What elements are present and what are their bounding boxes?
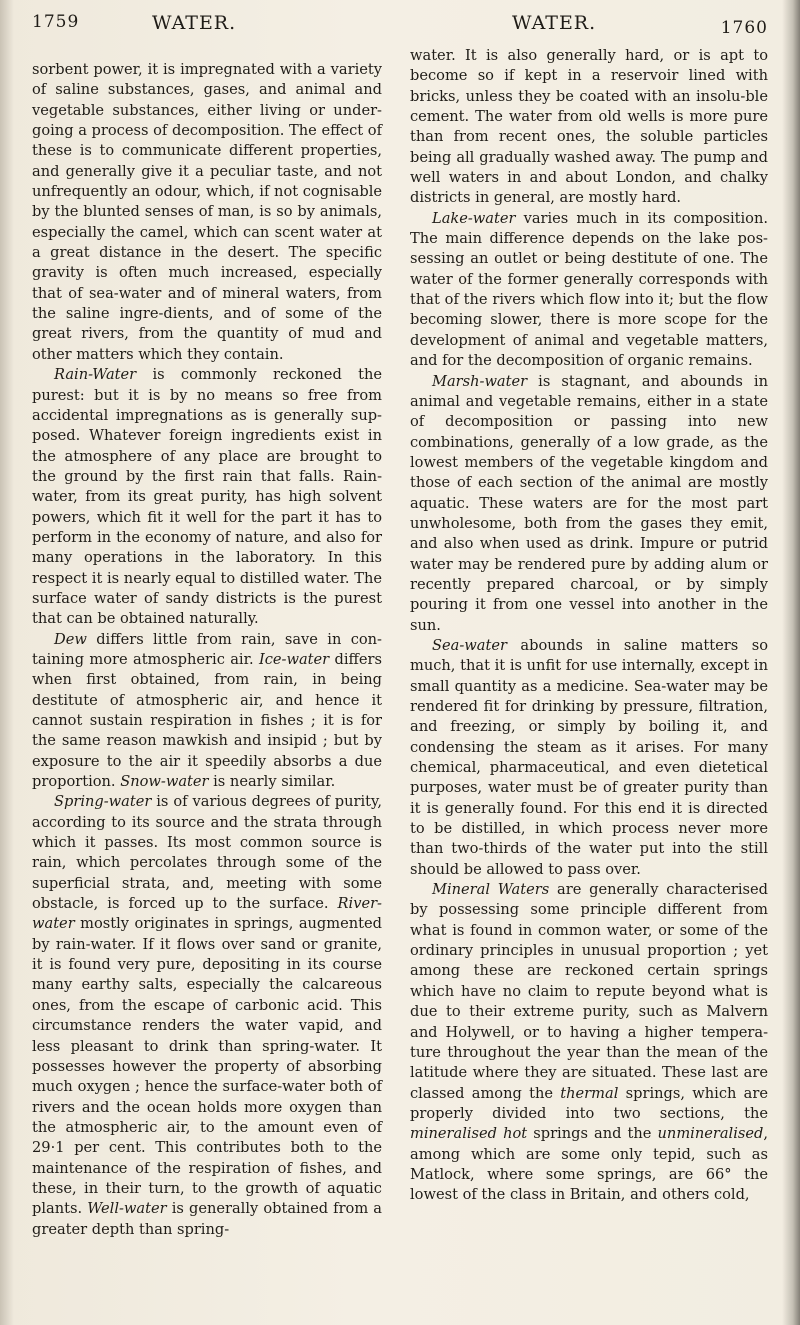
italic-term: mineralised hot	[410, 1125, 528, 1143]
italic-term: Dew	[54, 630, 87, 648]
text-run: is commonly reckoned the purest: but it is by no means so free from accidental impregnations as is generally sup-posed. Whatever foreign ingredients exist in the atmosphere of any place are brought to the ground by the first rain that falls. Rain-water, from its great purity, has high solvent powers, which fit it well for the part it has to perform in the economy of nature, and also for many operations in the laboratory. In this respect it is nearly equal to distilled water. The surface water of sandy districts is the purest that can be obtained naturally.	[32, 366, 382, 628]
text-run: sorbent power, it is impregnated with a variety of saline substances, gases, and animal and vegetable substances, either living or under-going a process of decomposition. The effect of these is to communicate different properties, and generally give it a peculiar taste, and not unfrequently an odour, which, if not cognisable by the blunted senses of man, is so by animals, especially the camel, which can scent water at a great distance in the desert. The specific gravity is often much increased, especially that of sea-water and of mineral waters, from the saline ingre-dients, and of some of the great rivers, from the quantity of mud and other matters which they contain.	[32, 61, 382, 363]
paragraph	[410, 880, 768, 1206]
italic-term: River-water	[32, 895, 382, 933]
text-run: differs when first obtained, from rain, in being destitute of atmospheric air, and hence it cannot sustain respiration in fishes ; it is for the same reason mawkish and insipid ; but by exposure to the air it speedily absorbs a due proportion.	[32, 650, 382, 791]
text-run: is stagnant, and abounds in animal and vegetable remains, either in a state of decomposition or passing into new combinations, generally of a low grade, as the lowest members of the vegetable kingdom and those of each section of the animal are mostly aquatic. These waters are for the most part unwholesome, both from the gases they emit, and also when used as drink. Impure or putrid water may be rendered pure by adding alum or recently prepared charcoal, or by simply pouring it from one vessel into another in the sun.	[410, 372, 768, 634]
right-text-column	[410, 46, 768, 1206]
italic-term: Well-water	[87, 1200, 167, 1218]
paragraph	[32, 630, 382, 793]
text-run: is nearly similar.	[208, 773, 336, 791]
continued-paragraph	[32, 60, 382, 365]
right-running-title: WATER.	[512, 12, 597, 34]
continued-paragraph	[410, 46, 768, 209]
italic-term: thermal	[560, 1084, 619, 1102]
italic-term: Lake-water	[432, 209, 516, 227]
text-run: springs, which are properly divided into two sections, the	[410, 1084, 768, 1122]
italic-term: unmineralised	[657, 1125, 764, 1143]
left-page-header	[32, 4, 372, 44]
paragraph	[410, 372, 768, 636]
italic-term: Ice-water	[258, 650, 330, 668]
italic-term: Sea-water	[432, 636, 507, 654]
paragraph	[32, 365, 382, 629]
left-running-title: WATER.	[152, 12, 237, 34]
right-page-header	[412, 4, 780, 44]
italic-term: Snow-water	[120, 773, 209, 791]
text-run: mostly originates in springs, augmented by rain-water. If it flows over sand or granite, it is found very pure, depositing in its course many earthy salts, especially the calcareous ones, from the escape of carbonic acid. This circumstance renders the water vapid, and less pleasant to drink than spring-water. It possesses however the property of absorbing much oxygen ; hence the surface-water both of rivers and the ocean holds more oxygen than the atmospheric air, to the amount even of 29·1 per cent. This contributes both to the maintenance of the respiration of fishes, and these, in their turn, to the growth of aquatic plants.	[32, 915, 382, 1218]
page-edge-shadow	[782, 0, 800, 1325]
text-run: abounds in saline matters so much, that it is unfit for use internally, except in small quantity as a medicine. Sea-water may be rendered fit for drinking by pressure, filtration, and freezing, or simply by boiling it, and condensing the steam as it arises. For many chemical, pharmaceutical, and even dietetical purposes, water must be of greater purity than it is generally found. For this end it is directed to be distilled, in which process never more than two-thirds of the water put into the still should be allowed to pass over.	[410, 636, 768, 878]
paragraph	[410, 209, 768, 372]
italic-term: Marsh-water	[432, 372, 528, 390]
text-run: , among which are some only tepid, such as Matlock, where some springs, are 66° the lowest of the class in Britain, and others cold,	[410, 1125, 768, 1204]
gutter-shadow	[0, 0, 14, 1325]
left-text-column	[32, 60, 382, 1240]
text-run: differs little from rain, save in con-taining more atmospheric air.	[32, 630, 382, 668]
text-run: varies much in its composition. The main difference depends on the lake pos-sessing an outlet or being destitute of one. The water of the former generally corresponds with that of the rivers which flow into it; but the flow becoming slower, there is more scope for the development of animal and vegetable matters, and for the decomposition of organic remains.	[410, 209, 768, 370]
paragraph	[410, 636, 768, 880]
text-run: is of various degrees of purity, according to its source and the strata through which it passes. Its most common source is rain, which percolates through some of the superficial strata, and, meeting with some obstacle, is forced up to the surface.	[32, 793, 382, 913]
italic-term: Mineral Waters	[432, 881, 550, 899]
italic-term: Spring-water	[54, 793, 152, 811]
paragraph	[32, 792, 382, 1240]
text-run: are generally characterised by possessing some principle different from what is found in common water, or some of the ordinary principles in unusual proportion ; yet among these are reckoned certain springs which have no claim to repute beyond what is due to their extreme purity, such as Malvern and Holywell, or to having a higher tempera-ture throughout the year than the mean of the latitude where they are situated. These last are classed among the	[410, 881, 768, 1102]
right-page-number: 1760	[720, 18, 768, 38]
text-run: is generally obtained from a greater depth than spring-	[32, 1200, 382, 1238]
left-page-number: 1759	[32, 12, 80, 32]
italic-term: Rain-Water	[54, 366, 137, 384]
text-run: water. It is also generally hard, or is apt to become so if kept in a reservoir lined with bricks, unless they be coated with an insolu-ble cement. The water from old wells is more pure than from recent ones, the soluble particles being all gradually washed away. The pump and well waters in and about London, and chalky districts in general, are mostly hard.	[410, 47, 768, 207]
text-run: springs and the	[527, 1125, 658, 1143]
